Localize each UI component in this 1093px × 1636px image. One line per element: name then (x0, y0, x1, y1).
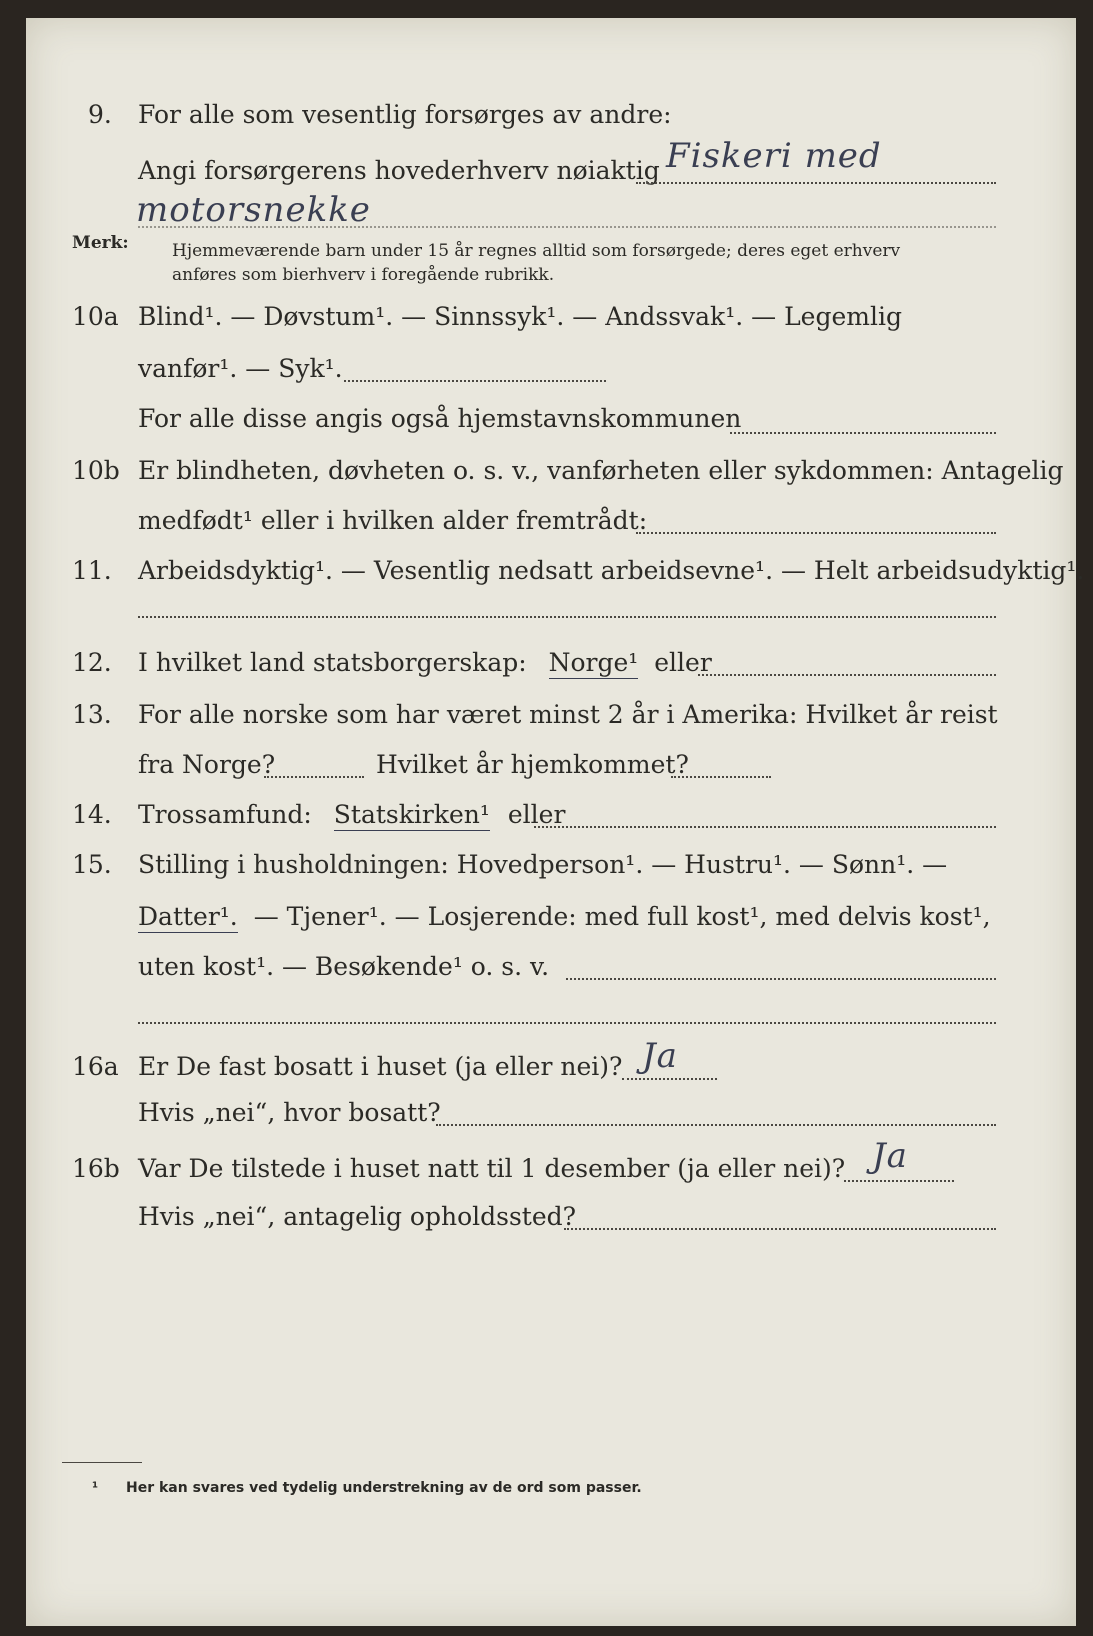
q16a-line2: Hvis „nei“, hvor bosatt? (138, 1098, 441, 1127)
q10a-number: 10a (72, 302, 119, 331)
footnote-rule (62, 1462, 142, 1463)
q16b-line1: Var De tilstede i huset natt til 1 desember (ja eller nei)? (138, 1154, 846, 1183)
q16b-opholdssted-line (564, 1228, 996, 1230)
q10a-syk-line (344, 380, 606, 382)
q12-norge-underlined: Norge¹ (548, 648, 639, 677)
q15-line1: Stilling i husholdningen: Hovedperson¹. — Hustru¹. — Sønn¹. — (138, 850, 948, 879)
q15-number: 15. (72, 850, 112, 879)
q13-line2b: Hvilket år hjemkommet? (376, 750, 689, 779)
merk-line1: Hjemmeværende barn under 15 år regnes alltid som forsørgede; deres eget erhverv (172, 241, 901, 261)
q16a-answer-line (622, 1078, 717, 1080)
q11-line1: Arbeidsdyktig¹. — Vesentlig nedsatt arbeidsevne¹. — Helt arbeidsudyktig¹. (138, 556, 1085, 585)
q15-answer-line2 (138, 1022, 996, 1024)
q15-line3: uten kost¹. — Besøkende¹ o. s. v. (138, 952, 550, 981)
q10a-line3: For alle disse angis også hjemstavnskommunen (138, 404, 742, 433)
q10a-line1: Blind¹. — Døvstum¹. — Sinnssyk¹. — Andssvak¹. — Legemlig (138, 302, 902, 331)
q14-statskirken-underlined: Statskirken¹ (333, 800, 490, 829)
q14-number: 14. (72, 800, 112, 829)
footnote-text: Her kan svares ved tydelig understrekning av de ord som passer. (126, 1480, 642, 1496)
q10a-kommune-line (730, 432, 996, 434)
q11-number: 11. (72, 556, 112, 585)
q9-line2: Angi forsørgerens hovederhverv nøiaktig (138, 156, 660, 185)
q13-line1: For alle norske som har været minst 2 år i Amerika: Hvilket år reist (138, 700, 998, 729)
q9-answer-line2 (138, 226, 996, 228)
q10a-line2: vanfør¹. — Syk¹. (138, 354, 343, 383)
q15-line2-rest: — Tjener¹. — Losjerende: med full kost¹, med delvis kost¹, (253, 902, 991, 931)
census-form-page (26, 18, 1085, 1626)
q15-datter-underlined: Datter¹. (138, 902, 238, 931)
q12-line (138, 648, 712, 678)
q16b-answer-line (844, 1180, 954, 1182)
q9-handwritten-answer2: motorsnekke (136, 190, 371, 230)
q12-number: 12. (72, 648, 112, 677)
q10b-number: 10b (72, 456, 120, 485)
q9-handwritten-answer1: Fiskeri med (666, 136, 882, 176)
q9-answer-line (636, 182, 996, 184)
q12-answer-line (698, 674, 996, 676)
q9-number: 9. (88, 100, 112, 129)
q16a-line1: Er De fast bosatt i huset (ja eller nei)? (138, 1052, 623, 1081)
footnote-mark: ¹ (92, 1480, 99, 1496)
q10b-line1: Er blindheten, døvheten o. s. v., vanførheten eller sykdommen: Antagelig (138, 456, 1064, 485)
q11-answer-line (138, 616, 996, 618)
q13-reist-line (264, 776, 364, 778)
q16b-line2: Hvis „nei“, antagelig opholdssted? (138, 1202, 577, 1231)
q16b-number: 16b (72, 1154, 120, 1183)
q13-hjemkommet-line (671, 776, 771, 778)
q14-prefix: Trossamfund: (138, 800, 312, 829)
q16b-handwritten-answer: Ja (872, 1136, 908, 1176)
merk-label: Merk: (72, 233, 129, 253)
q13-number: 13. (72, 700, 112, 729)
q12-prefix: I hvilket land statsborgerskap: (138, 648, 527, 677)
q16a-handwritten-answer: Ja (642, 1036, 678, 1076)
q10b-answer-line (636, 532, 996, 534)
q15-line2 (138, 902, 991, 932)
q14-line (138, 800, 565, 830)
q10b-line2: medfødt¹ eller i hvilken alder fremtrådt: (138, 506, 648, 535)
q12-suffix: eller (654, 648, 712, 677)
merk-line2: anføres som bierhverv i foregående rubrikk. (172, 265, 555, 285)
q16a-bosatt-line (436, 1124, 996, 1126)
q14-answer-line (534, 826, 996, 828)
q16a-number: 16a (72, 1052, 119, 1081)
q15-answer-line (566, 978, 996, 980)
q14-suffix: eller (507, 800, 566, 829)
q9-line1: For alle som vesentlig forsørges av andre: (138, 100, 672, 129)
q13-line2a: fra Norge? (138, 750, 276, 779)
